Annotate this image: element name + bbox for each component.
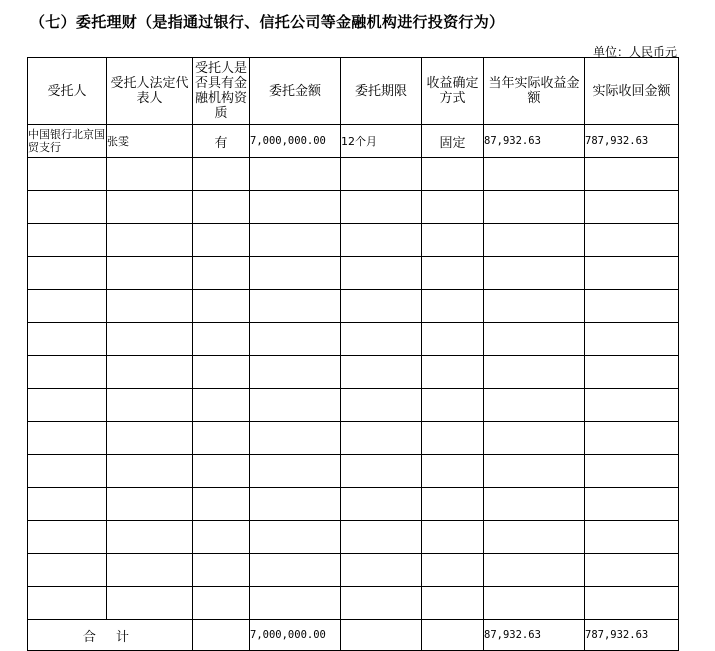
empty-cell [585,587,679,620]
empty-cell [28,389,107,422]
empty-cell [341,158,422,191]
total-label: 合 计 [28,620,193,651]
cell-qualification: 有 [193,125,250,158]
empty-cell [341,224,422,257]
empty-cell [250,554,341,587]
empty-cell [250,191,341,224]
empty-cell [107,224,193,257]
empty-cell [422,290,484,323]
empty-cell [422,422,484,455]
empty-cell [484,224,585,257]
empty-cell [193,587,250,620]
empty-cell [28,554,107,587]
total-actual-recovered: 787,932.63 [585,620,679,651]
empty-cell [585,323,679,356]
empty-cell [422,257,484,290]
empty-cell [250,323,341,356]
empty-cell [28,488,107,521]
empty-cell [341,488,422,521]
empty-cell [28,422,107,455]
empty-cell [484,356,585,389]
empty-cell [341,323,422,356]
empty-cell [484,389,585,422]
empty-cell [484,191,585,224]
empty-cell [341,554,422,587]
empty-cell [484,521,585,554]
empty-cell [28,356,107,389]
table-header-row [28,58,679,125]
empty-cell [341,191,422,224]
empty-cell [341,455,422,488]
empty-cell [484,554,585,587]
total-row [28,620,679,651]
table-row [28,290,679,323]
empty-cell [422,158,484,191]
total-term-cell [341,620,422,651]
empty-cell [341,389,422,422]
empty-cell [585,158,679,191]
empty-cell [107,158,193,191]
empty-cell [341,422,422,455]
table-row [28,158,679,191]
entrusted-wealth-management-table [27,57,679,651]
empty-cell [193,554,250,587]
empty-cell [341,257,422,290]
empty-cell [585,554,679,587]
empty-cell [250,356,341,389]
empty-cell [193,356,250,389]
header-legal-representative: 受托人法定代表人 [107,58,193,125]
empty-cell [250,158,341,191]
table-row [28,323,679,356]
empty-cell [484,323,585,356]
total-actual-income: 87,932.63 [484,620,585,651]
empty-cell [585,191,679,224]
empty-cell [107,554,193,587]
empty-cell [28,323,107,356]
empty-cell [107,290,193,323]
header-income-method: 收益确定方式 [422,58,484,125]
empty-cell [193,521,250,554]
table-row [28,191,679,224]
empty-cell [422,587,484,620]
empty-cell [422,455,484,488]
cell-income-method: 固定 [422,125,484,158]
cell-actual-income: 87,932.63 [484,125,585,158]
empty-cell [107,455,193,488]
empty-cell [484,257,585,290]
empty-cell [250,389,341,422]
empty-cell [422,356,484,389]
total-income-method-cell [422,620,484,651]
cell-term: 12个月 [341,125,422,158]
table-row [28,554,679,587]
empty-cell [107,257,193,290]
empty-cell [28,191,107,224]
empty-cell [250,224,341,257]
empty-cell [585,422,679,455]
empty-cell [585,356,679,389]
empty-cell [107,521,193,554]
empty-cell [585,257,679,290]
empty-cell [422,554,484,587]
section-title: （七）委托理财（是指通过银行、信托公司等金融机构进行投资行为） [30,13,505,31]
empty-cell [250,521,341,554]
empty-cell [422,521,484,554]
cell-actual-recovered: 787,932.63 [585,125,679,158]
header-amount: 委托金额 [250,58,341,125]
empty-cell [341,290,422,323]
empty-cell [107,191,193,224]
header-qualification: 受托人是否具有金融机构资质 [193,58,250,125]
cell-amount: 7,000,000.00 [250,125,341,158]
table-row [28,455,679,488]
empty-cell [28,455,107,488]
empty-cell [422,488,484,521]
empty-cell [422,191,484,224]
empty-cell [28,587,107,620]
empty-cell [193,422,250,455]
empty-cell [484,488,585,521]
empty-cell [341,521,422,554]
empty-cell [107,422,193,455]
total-qualification-cell [193,620,250,651]
empty-cell [107,389,193,422]
table-row [28,521,679,554]
empty-cell [484,290,585,323]
header-trustee: 受托人 [28,58,107,125]
empty-cell [484,158,585,191]
empty-cell [28,158,107,191]
empty-cell [585,488,679,521]
empty-cell [193,257,250,290]
empty-cell [193,455,250,488]
currency-unit-label: 单位：人民币元 [592,45,677,59]
table-row [28,356,679,389]
empty-cell [250,488,341,521]
empty-cell [484,422,585,455]
table-row [28,587,679,620]
empty-cell [250,455,341,488]
empty-cell [107,323,193,356]
empty-cell [193,158,250,191]
empty-cell [250,257,341,290]
empty-cell [250,290,341,323]
empty-cell [422,323,484,356]
header-term: 委托期限 [341,58,422,125]
empty-cell [585,389,679,422]
empty-cell [28,257,107,290]
empty-cell [422,224,484,257]
empty-cell [193,323,250,356]
empty-cell [193,224,250,257]
empty-cell [107,587,193,620]
empty-cell [193,488,250,521]
empty-cell [341,356,422,389]
empty-cell [107,356,193,389]
table-row [28,224,679,257]
empty-cell [28,290,107,323]
cell-legal-representative: 张雯 [107,125,193,158]
table-row [28,389,679,422]
empty-cell [585,455,679,488]
empty-cell [193,389,250,422]
table-row [28,488,679,521]
total-amount: 7,000,000.00 [250,620,341,651]
empty-cell [250,587,341,620]
empty-cell [107,488,193,521]
empty-cell [484,587,585,620]
header-actual-income: 当年实际收益金额 [484,58,585,125]
empty-cell [193,191,250,224]
empty-cell [484,455,585,488]
empty-cell [28,521,107,554]
empty-cell [585,521,679,554]
empty-cell [193,290,250,323]
empty-cell [585,224,679,257]
header-actual-recovered: 实际收回金额 [585,58,679,125]
empty-cell [341,587,422,620]
empty-cell [585,290,679,323]
table-row [28,422,679,455]
table-row [28,257,679,290]
cell-trustee: 中国银行北京国贸支行 [28,125,107,158]
empty-cell [250,422,341,455]
empty-cell [422,389,484,422]
table-row [28,125,679,158]
empty-cell [28,224,107,257]
